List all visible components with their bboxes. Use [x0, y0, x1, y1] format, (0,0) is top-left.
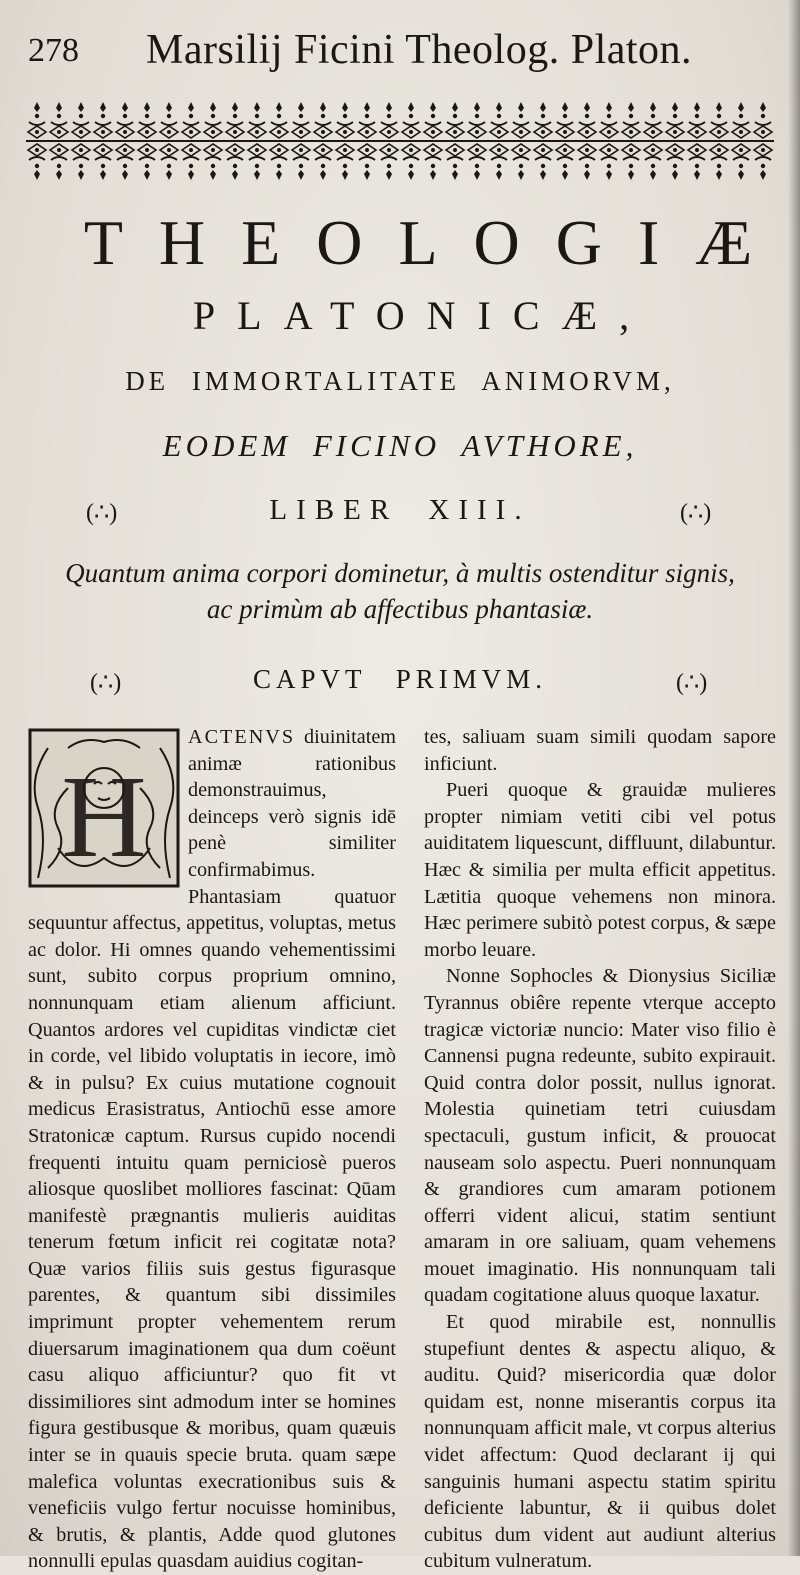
running-title: Marsilij Ficini Theolog. Platon.: [146, 27, 693, 73]
summary-line: Quantum anima corpori dominetur, à multis ostenditur signis,: [65, 558, 735, 588]
paragraph: diuinitatem animæ rationibus demonstrauimus, deinceps verò signis idē penè similiter confirmabimus. Phantasiam quatuor sequuntur affectus, appetitus, voluptas, metus ac dolor. Hi omnes quando vehementissimi sunt, subito corpus proprium omnino, nonnunquam etiam alienum afficiunt. Quantos ardores vel cupiditas vindictæ ciet in corde, vel libido voluptatis in iecore, imò & in pulsu? Ex cuius mutatione cognouit medicus Erasistratus, Antiochū esse amore Stratonicæ captum. Rursus cupido nocendi frequenti intuitu quam perniciosè pueros aliosque quoslibet molliores fascinat: Qūam manifestè prægnantis mulieris auiditas tenerum fœtum inficit rei cogitatæ nota? Quæ varios filiis suis gestus figurasque parentes, & quantum sibi dissimiles imprimunt propter vehementem rerum diuersarum imaginationem qua dum coëunt casu aliquo afficiuntur? quo fit vt dissimiliores sint admodum inter se homines figura gestibusque & moribus, quam quæuis inter se in quauis specie bruta. quam sæpe malefica voluntas execrationibus suis & veneficiis vulgo fertur nocuisse hominibus, & brutis, & plantis, Adde quod glutones nonnulli epulas quasdam auidius cogitan-: [28, 726, 396, 1573]
paragraph: tes, saliuam suam simili quodam sapore inficiunt.: [424, 726, 776, 775]
summary-line: ac primùm ab affectibus phantasiæ.: [206, 594, 594, 624]
title-author: EODEM FICINO AVTHORE,: [162, 428, 638, 463]
running-head: [28, 22, 748, 78]
section-mark-right: (∴): [680, 500, 712, 526]
opening-word: ACTENVS: [188, 726, 296, 748]
title-subject: DE IMMORTALITATE ANIMORVM,: [125, 366, 675, 396]
title-sub: PLATONICÆ,: [192, 293, 652, 338]
text-column-left: [28, 724, 396, 1575]
decorated-initial-icon: [28, 728, 180, 888]
book-number: LIBER XIII.: [269, 494, 531, 526]
text-column-right: [424, 724, 776, 1575]
chapter-summary: [20, 555, 780, 627]
page-number: 278: [28, 32, 79, 69]
svg-text:H: H: [61, 751, 147, 882]
paragraph: Et quod mirabile est, nonnullis stupefiunt dentes & aspectu aliquo, & auditu. Quid? misericordia quæ dolor quidam est, nonne miserantis corpus ita nonnunquam afficit male, vt corpus alterius videt affectum: Quod declarant ij qui sanguinis humani aspectu statim spiritu deficiente labuntur, & ii quibus dolet cubitus dum vident aut audiunt alterius cubitum vulneratum.: [424, 1311, 776, 1573]
paragraph: Pueri quoque & grauidæ mulieres propter nimiam vetiti cibi vel potus auiditatem liquescunt, diffluunt, dilabuntur. Hæc & similia per multa efficit appetitus. Lætitia quoque vehemens non minora. Hæc perimere subitò potest corpus, & sæpe morbo leuare.: [424, 779, 776, 961]
section-mark-left: (∴): [86, 500, 118, 526]
page-gutter-shadow: [788, 0, 800, 1556]
section-mark-left: (∴): [90, 670, 122, 696]
paragraph: Nonne Sophocles & Dionysius Siciliæ Tyrannus obiêre repente vterque accepto tragicæ victoriæ nuncio: Mater viso filio è Cannensi pugna redeunte, subito expirauit. Quid contra dolor possit, nullus ignorat. Molestia quinetiam tetri cuiusdam spectaculi, gustum inficit, & prouocat nauseam solo aspectu. Pueri nonnunquam & grandiores cum amaram potionem offerri vident alicui, statim sentiunt amaram in ore saliuam, quam vehemens mouet imaginatio. His nonnunquam tali quadam cogitatione aluus quoque laxatur.: [424, 965, 776, 1307]
title-main: THEOLOGIÆ: [83, 207, 789, 278]
floral-headpiece-icon: [26, 98, 774, 184]
section-mark-right: (∴): [676, 670, 708, 696]
chapter-heading: CAPVT PRIMVM.: [252, 664, 548, 694]
